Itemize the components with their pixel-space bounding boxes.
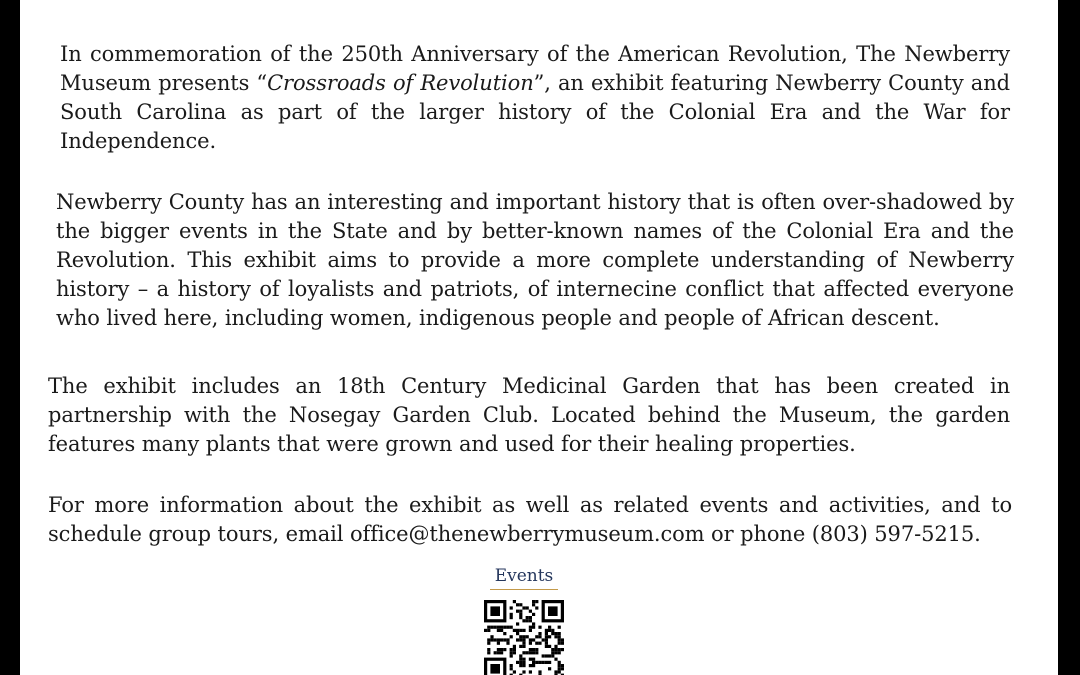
- intro-text-start: In commemoration of the 250th Anniversary of the American Revolution, The Newberry Museum presents “: [60, 42, 1010, 95]
- events-link[interactable]: Events: [490, 566, 558, 590]
- flyer-page: [20, 0, 1058, 675]
- exhibit-title: Crossroads of Revolution: [267, 71, 534, 95]
- intro-paragraph: [60, 40, 1010, 156]
- qr-code-icon[interactable]: [484, 600, 564, 675]
- contact-paragraph: For more information about the exhibit as well as related events and activities, and to schedule group tours, email office@thenewberrymuseum.com or phone (803) 597-5215.: [48, 493, 1012, 546]
- garden-paragraph: The exhibit includes an 18th Century Medicinal Garden that has been created in partnership with the Nosegay Garden Club. Located behind the Museum, the garden features many plants that were grown and used for their healing properties.: [48, 374, 1010, 456]
- history-paragraph: Newberry County has an interesting and important history that is often over-shadowed by the bigger events in the State and by better-known names of the Colonial Era and the Revolution. This exhibit aims to provide a more complete understanding of Newberry history – a history of loyalists and patriots, of internecine conflict that affected everyone who lived here, including women, indigenous people and people of African descent.: [56, 190, 1014, 330]
- intro-text-end: ”, an exhibit featuring Newberry County and South Carolina as part of the larger history of the Colonial Era and the War for Independence.: [60, 71, 1010, 153]
